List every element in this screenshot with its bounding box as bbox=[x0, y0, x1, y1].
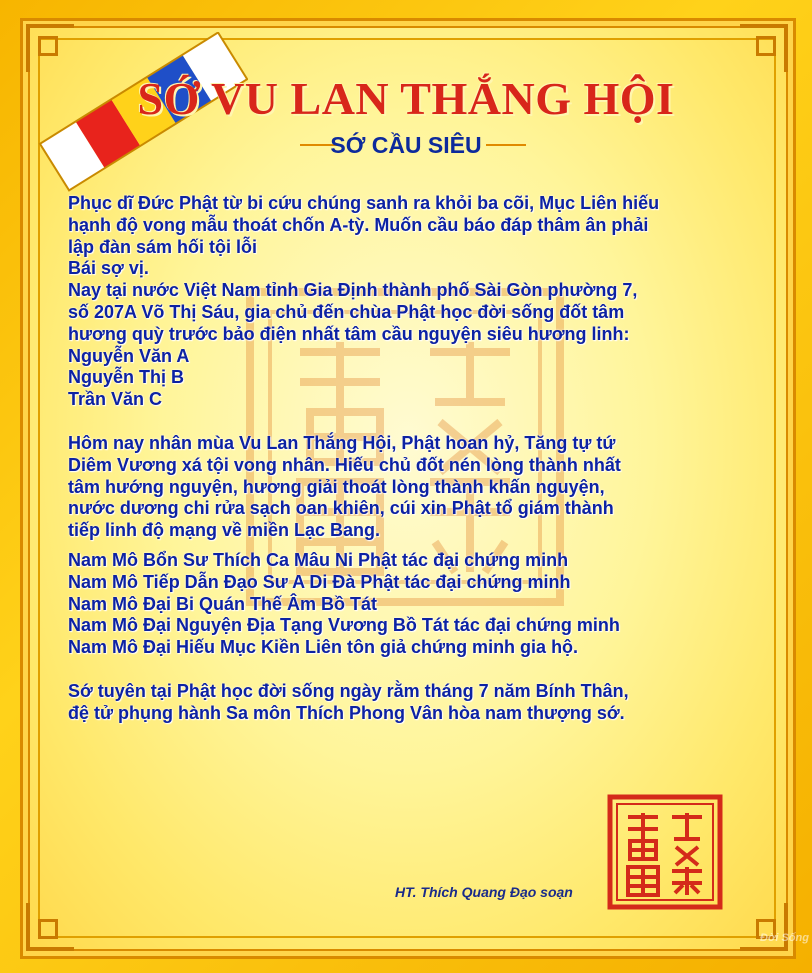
text-line: Nguyễn Văn A bbox=[68, 345, 190, 366]
text-line: hạnh độ vong mẫu thoát chốn A-tỳ. Muốn cầu báo đáp thâm ân phải bbox=[68, 214, 649, 235]
corner-ornament-top-right bbox=[740, 24, 788, 72]
text-line: Bái sợ vị. bbox=[68, 258, 149, 279]
text-line: Trần Văn C bbox=[68, 389, 163, 410]
seal-stamp-icon bbox=[606, 793, 724, 911]
watermark-text: Đời Sống bbox=[760, 932, 809, 944]
author-signature: HT. Thích Quang Đạo soạn bbox=[395, 884, 573, 900]
text-line: đệ tử phụng hành Sa môn Thích Phong Vân hòa nam thượng sớ. bbox=[68, 702, 625, 723]
text-line: Nam Mô Đại Nguyện Địa Tạng Vương Bồ Tát tác đại chứng minh bbox=[68, 615, 620, 636]
text-line: số 207A Võ Thị Sáu, gia chủ đến chùa Phật học đời sống đốt tâm bbox=[68, 301, 625, 322]
paragraph-4 bbox=[68, 681, 758, 725]
text-line: Nam Mô Đại Hiếu Mục Kiền Liên tôn giả chứng minh gia hộ. bbox=[68, 637, 579, 658]
text-line: Nay tại nước Việt Nam tỉnh Gia Định thành phố Sài Gòn phường 7, bbox=[68, 280, 638, 301]
paragraph-2 bbox=[68, 433, 758, 542]
text-line: tâm hướng nguyện, hương giải thoát lòng thành khấn nguyện, bbox=[68, 476, 605, 497]
page-subtitle: SỚ CẦU SIÊU bbox=[330, 132, 482, 158]
page-title: SỚ VU LAN THẮNG HỘI bbox=[137, 73, 675, 124]
subtitle-divider-right bbox=[486, 144, 526, 146]
text-line: Nam Mô Đại Bi Quán Thế Âm Bồ Tát bbox=[68, 593, 378, 614]
text-line: Hôm nay nhân mùa Vu Lan Thắng Hội, Phật hoan hỷ, Tăng tự tứ bbox=[68, 432, 616, 453]
paragraph-3 bbox=[68, 550, 758, 659]
corner-ornament-bottom-left bbox=[26, 903, 74, 951]
text-line: nước dương chi rửa sạch oan khiên, cúi xin Phật tổ giám thành bbox=[68, 498, 614, 519]
text-line: Nam Mô Tiếp Dẫn Đạo Sư A Di Đà Phật tác đại chứng minh bbox=[68, 571, 571, 592]
text-line: lập đàn sám hối tội lỗi bbox=[68, 236, 258, 257]
text-line: tiếp linh độ mạng về miền Lạc Bang. bbox=[68, 520, 381, 541]
document-body bbox=[68, 193, 758, 725]
text-line: Sớ tuyên tại Phật học đời sống ngày rằm tháng 7 năm Bính Thân, bbox=[68, 680, 629, 701]
text-line: hương quỳ trước bảo điện nhất tâm cầu nguyện siêu hương linh: bbox=[68, 323, 630, 344]
text-line: Phục dĩ Đức Phật từ bi cứu chúng sanh ra khỏi ba cõi, Mục Liên hiếu bbox=[68, 193, 660, 213]
text-line: Nguyễn Thị B bbox=[68, 367, 184, 388]
text-line: Diêm Vương xá tội vong nhân. Hiếu chủ đốt nén lòng thành nhất bbox=[68, 454, 621, 475]
paragraph-1 bbox=[68, 193, 758, 411]
text-line: Nam Mô Bổn Sư Thích Ca Mâu Ni Phật tác đại chứng minh bbox=[68, 549, 569, 570]
